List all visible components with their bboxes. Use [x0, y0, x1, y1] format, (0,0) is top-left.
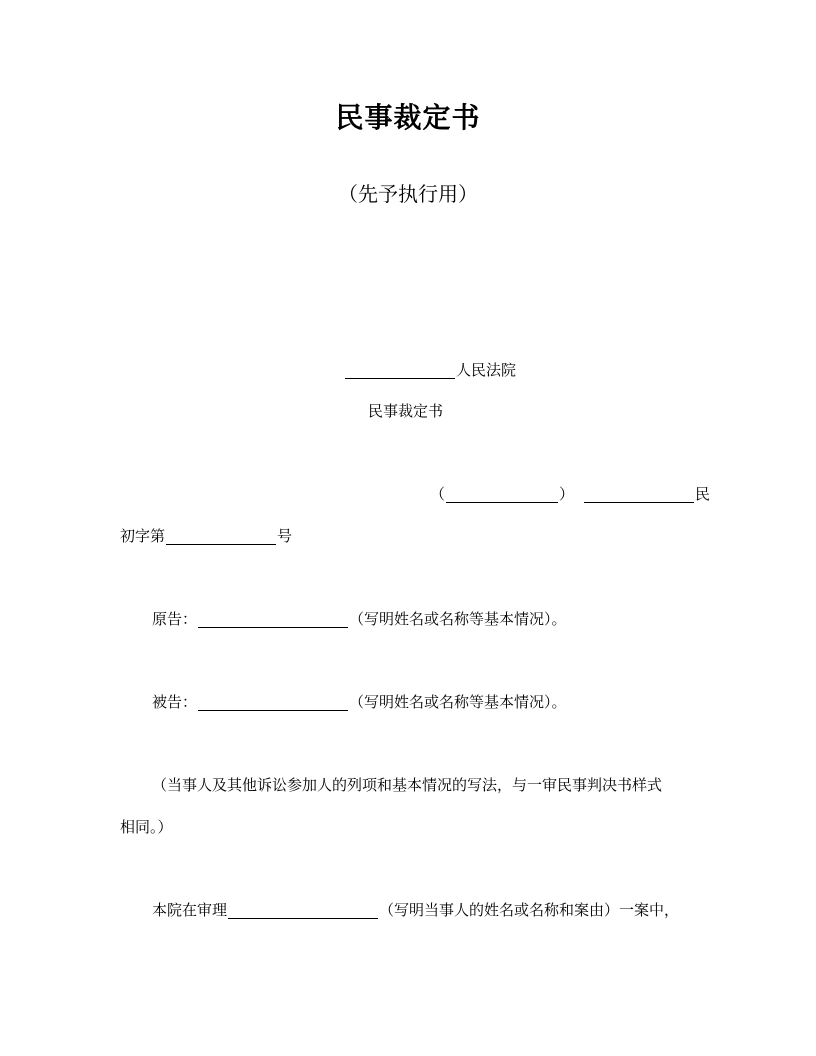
document-title: 民事裁定书: [335, 101, 481, 134]
case-year-blank: [446, 486, 558, 503]
document-subtitle: （先予执行用）: [338, 182, 478, 206]
plaintiff-line: [152, 610, 567, 628]
case-chu-zi-di: 初字第: [120, 527, 166, 545]
trial-prefix: 本院在审理: [152, 901, 228, 919]
case-hao: 号: [277, 527, 293, 545]
court-name-line: [344, 361, 516, 379]
defendant-note: （写明姓名或名称等基本情况）。: [349, 693, 567, 711]
plaintiff-note: （写明姓名或名称等基本情况）。: [349, 610, 567, 628]
court-suffix: 人民法院: [456, 361, 517, 379]
case-court-code-blank: [584, 486, 694, 503]
defendant-line: [152, 693, 567, 711]
defendant-label: 被告：: [152, 693, 198, 711]
defendant-blank: [198, 694, 348, 711]
case-number-line: [430, 485, 710, 503]
trial-sentence: [152, 901, 679, 919]
case-number-line-2: [120, 527, 292, 545]
plaintiff-blank: [198, 611, 348, 628]
parties-note-line-1: （当事人及其他诉讼参加人的列项和基本情况的写法，与一审民事判决书样式: [152, 776, 663, 794]
case-close-paren: ）: [559, 485, 575, 503]
parties-note-line-2: 相同。）: [120, 818, 173, 836]
case-seq-blank: [166, 528, 276, 545]
trial-suffix: （写明当事人的姓名或名称和案由）一案中，: [379, 901, 680, 919]
case-min-char: 民: [695, 485, 711, 503]
doc-heading: 民事裁定书: [368, 402, 444, 420]
plaintiff-label: 原告：: [152, 610, 198, 628]
court-name-blank: [345, 362, 455, 379]
case-open-paren: （: [430, 485, 446, 503]
trial-case-blank: [228, 902, 378, 919]
